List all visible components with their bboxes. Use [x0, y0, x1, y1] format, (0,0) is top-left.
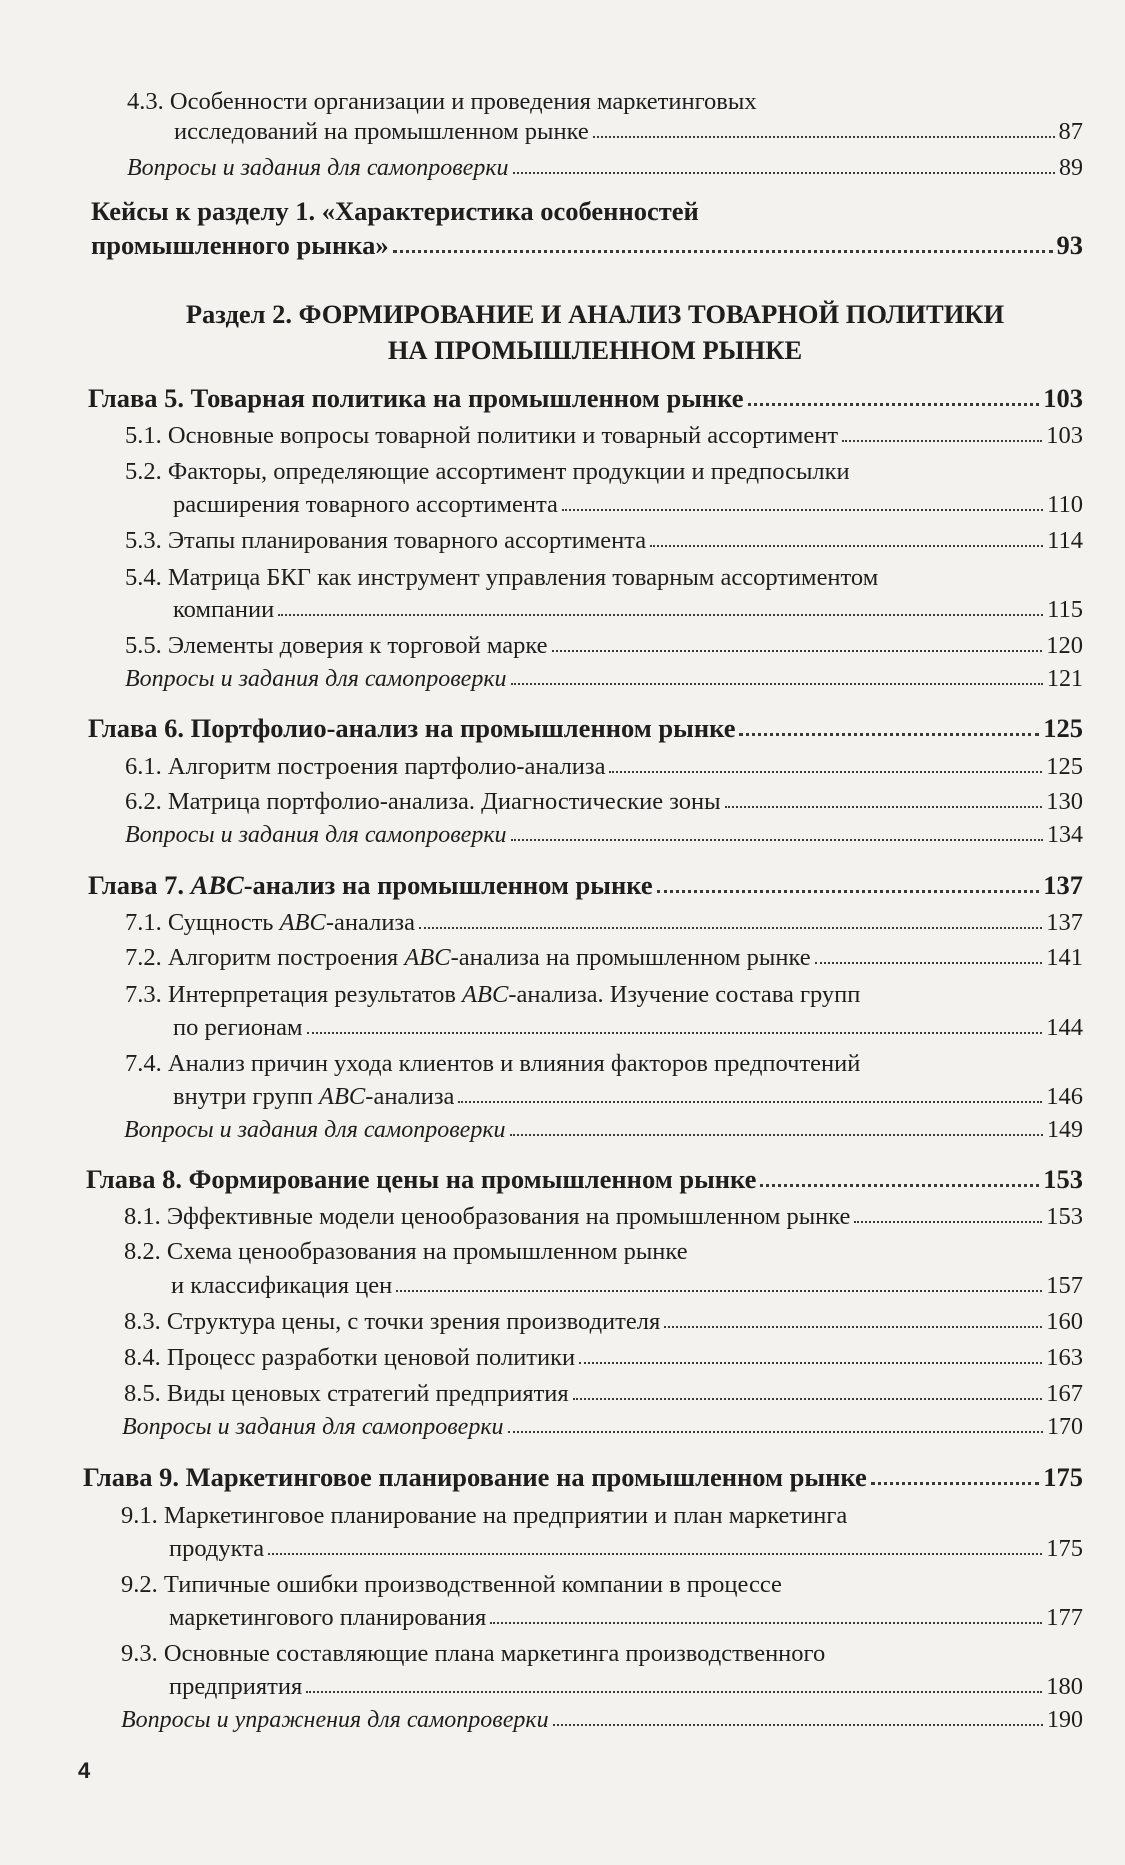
toc-page-number: 157: [1046, 1272, 1083, 1299]
toc-page-number: 134: [1047, 822, 1083, 848]
toc-entry-text: Вопросы и задания для самопроверки: [124, 1117, 506, 1143]
toc-text-part: -анализа. Изучение состава групп: [508, 981, 861, 1008]
page-number: 4: [78, 1758, 91, 1783]
toc-text-part: -анализа: [365, 1083, 455, 1110]
leader-dots: [842, 440, 1042, 442]
toc-page-number: 149: [1047, 1117, 1083, 1143]
toc-entry-8-4[interactable]: [124, 1344, 1083, 1372]
toc-entry-text: 5.1. Основные вопросы товарной политики и товарный ассортимент: [125, 422, 839, 449]
toc-entry-text: [173, 1083, 454, 1111]
toc-page-number: 141: [1046, 944, 1083, 971]
toc-text-abc: ABC: [190, 870, 244, 900]
toc-entry-text: расширения товарного ассортимента: [173, 491, 558, 518]
toc-page-number: 153: [1046, 1203, 1083, 1230]
toc-entry-text: исследований на промышленном рынке: [174, 118, 589, 145]
toc-page-number: 103: [1046, 422, 1083, 449]
toc-entry-text: 5.3. Этапы планирования товарного ассортимента: [125, 527, 647, 554]
toc-entry-7-4[interactable]: [173, 1083, 1083, 1111]
toc-page-number: 114: [1047, 527, 1083, 554]
toc-entry-5-4-line1: 5.4. Матрица БКГ как инструмент управления товарным ассортиментом: [125, 564, 879, 591]
toc-text-part: -анализа: [325, 909, 415, 936]
toc-page-number: 87: [1058, 118, 1083, 145]
toc-page-number: 163: [1046, 1344, 1083, 1371]
leader-dots: [657, 890, 1040, 893]
toc-entry-8-3[interactable]: [124, 1308, 1083, 1336]
section-heading-line2: НА ПРОМЫШЛЕННОМ РЫНКЕ: [387, 335, 803, 365]
leader-dots: [419, 927, 1042, 929]
toc-entry-7-3[interactable]: [173, 1014, 1083, 1042]
toc-cases-section-1[interactable]: [91, 230, 1083, 261]
toc-page-number: 153: [1043, 1164, 1083, 1194]
toc-page-number: 137: [1043, 870, 1083, 900]
toc-page-number: 89: [1059, 155, 1083, 181]
leader-dots: [579, 1362, 1042, 1364]
toc-page-number: 125: [1043, 713, 1083, 743]
leader-dots: [871, 1482, 1040, 1485]
leader-dots: [278, 614, 1043, 616]
toc-entry-4-3-line1: 4.3. Особенности организации и проведения маркетинговых: [127, 88, 757, 115]
toc-page-number: 103: [1043, 383, 1083, 413]
toc-page-number: 167: [1046, 1380, 1083, 1407]
leader-dots: [508, 1431, 1043, 1433]
toc-page-number: 125: [1046, 753, 1083, 780]
toc-entry-5-2-line1: 5.2. Факторы, определяющие ассортимент продукции и предпосылки: [125, 458, 850, 485]
toc-page-number: 137: [1046, 909, 1083, 936]
toc-page-number: 121: [1047, 666, 1083, 692]
toc-page-number: 130: [1046, 788, 1083, 815]
leader-dots: [307, 1032, 1043, 1034]
toc-entry-6-2[interactable]: [125, 788, 1083, 816]
toc-entry-text: промышленного рынка»: [91, 230, 389, 260]
toc-entry-9-3-line1: 9.3. Основные составляющие плана маркетинга производственного: [121, 1640, 826, 1667]
toc-entry-5-3[interactable]: [125, 527, 1083, 555]
section-heading-line1: Раздел 2. ФОРМИРОВАНИЕ И АНАЛИЗ ТОВАРНОЙ ПОЛИТИКИ: [185, 299, 1005, 329]
toc-entry-8-2-line1: 8.2. Схема ценообразования на промышленном рынке: [124, 1238, 688, 1265]
toc-entry-text: Вопросы и задания для самопроверки: [127, 155, 509, 181]
leader-dots: [553, 1724, 1043, 1726]
toc-entry-questions-4[interactable]: [127, 155, 1083, 182]
leader-dots: [650, 545, 1043, 547]
toc-text-part: 7.3. Интерпретация результатов: [125, 981, 463, 1008]
toc-entry-questions-5[interactable]: [125, 666, 1083, 693]
toc-text-part: Глава 7.: [88, 870, 191, 900]
toc-entry-9-3[interactable]: [169, 1673, 1083, 1701]
toc-page-number: 160: [1046, 1308, 1083, 1335]
toc-entry-text: компании: [173, 596, 275, 623]
toc-entry-questions-6[interactable]: [125, 822, 1083, 849]
leader-dots: [815, 962, 1043, 964]
toc-entry-5-5[interactable]: [125, 632, 1083, 660]
toc-chapter-5[interactable]: [88, 383, 1083, 414]
toc-entry-8-2[interactable]: [171, 1272, 1083, 1300]
toc-text-abc: ABC: [404, 944, 451, 971]
leader-dots: [739, 733, 1039, 736]
toc-page-number: 93: [1056, 230, 1083, 260]
toc-entry-5-2[interactable]: [173, 491, 1083, 519]
toc-entry-6-1[interactable]: [125, 753, 1083, 781]
toc-entry-text: 8.1. Эффективные модели ценообразования на промышленном рынке: [124, 1203, 851, 1230]
leader-dots: [664, 1326, 1042, 1328]
leader-dots: [854, 1221, 1042, 1223]
toc-entry-text: 8.4. Процесс разработки ценовой политики: [124, 1344, 576, 1371]
toc-page-number: 170: [1047, 1414, 1083, 1440]
toc-entry-text: Вопросы и задания для самопроверки: [122, 1414, 504, 1440]
leader-dots: [511, 839, 1043, 841]
toc-text-part: 7.2. Алгоритм построения: [125, 944, 405, 971]
leader-dots: [748, 403, 1040, 406]
toc-entry-7-4-line1: 7.4. Анализ причин ухода клиентов и влияния факторов предпочтений: [125, 1050, 861, 1077]
toc-page-number: 120: [1046, 632, 1083, 659]
toc-entry-9-2[interactable]: [169, 1604, 1083, 1632]
leader-dots: [510, 1134, 1043, 1136]
toc-entry-text: Вопросы и задания для самопроверки: [125, 822, 507, 848]
toc-entry-text: 5.5. Элементы доверия к торговой марке: [125, 632, 548, 659]
toc-entry-text: Вопросы и упражнения для самопроверки: [121, 1707, 549, 1733]
toc-text-part: внутри групп: [173, 1083, 319, 1110]
toc-entry-7-3-line1: [125, 981, 860, 1009]
toc-entry-text: 6.1. Алгоритм построения партфолио-анализа: [125, 753, 606, 780]
toc-entry-questions-8[interactable]: [122, 1414, 1083, 1441]
toc-entry-text: [125, 909, 415, 937]
toc-entry-text: [125, 944, 811, 972]
leader-dots: [393, 250, 1053, 253]
leader-dots: [511, 683, 1043, 685]
toc-page-number: 180: [1046, 1673, 1083, 1700]
toc-page-number: 115: [1047, 596, 1083, 623]
leader-dots: [458, 1101, 1042, 1103]
leader-dots: [490, 1622, 1042, 1624]
toc-entry-questions-9[interactable]: [121, 1707, 1083, 1734]
toc-page-number: 110: [1047, 491, 1083, 518]
leader-dots: [593, 136, 1055, 138]
toc-page-number: 144: [1046, 1014, 1083, 1041]
toc-text-part: 7.1. Сущность: [125, 909, 280, 936]
section-heading: [60, 296, 1125, 368]
toc-page-number: 175: [1043, 1462, 1083, 1492]
toc-chapter-8[interactable]: [86, 1164, 1083, 1195]
leader-dots: [268, 1553, 1042, 1555]
toc-entry-5-4[interactable]: [173, 596, 1083, 624]
toc-entry-text: Глава 5. Товарная политика на промышленном рынке: [88, 383, 744, 413]
toc-entry-9-1[interactable]: [169, 1535, 1083, 1563]
toc-text-part: -анализа на промышленном рынке: [450, 944, 811, 971]
toc-entry-text: предприятия: [169, 1673, 303, 1700]
toc-entry-text: Вопросы и задания для самопроверки: [125, 666, 507, 692]
leader-dots: [573, 1398, 1043, 1400]
toc-entry-9-2-line1: 9.2. Типичные ошибки производственной компании в процессе: [121, 1571, 782, 1598]
toc-entry-text: маркетингового планирования: [169, 1604, 487, 1631]
leader-dots: [725, 806, 1043, 808]
toc-page-number: 177: [1046, 1604, 1083, 1631]
toc-chapter-7[interactable]: [88, 870, 1083, 901]
toc-entry-text: продукта: [169, 1535, 265, 1562]
toc-text-abc: ABC: [279, 909, 326, 936]
toc-entry-text: по регионам: [173, 1014, 303, 1041]
leader-dots: [513, 172, 1055, 174]
toc-text-abc: ABC: [319, 1083, 366, 1110]
toc-entry-9-1-line1: 9.1. Маркетинговое планирование на предприятии и план маркетинга: [121, 1502, 848, 1529]
toc-entry-text: Глава 8. Формирование цены на промышленном рынке: [86, 1164, 757, 1194]
toc-page-number: 190: [1047, 1707, 1083, 1733]
toc-chapter-6[interactable]: [88, 713, 1083, 744]
toc-entry-5-1[interactable]: [125, 422, 1083, 450]
toc-page-number: 146: [1046, 1083, 1083, 1110]
toc-entry-8-5[interactable]: [124, 1380, 1083, 1408]
toc-entry-text: и классификация цен: [171, 1272, 393, 1299]
leader-dots: [760, 1184, 1039, 1187]
leader-dots: [562, 509, 1043, 511]
toc-entry-7-2[interactable]: [125, 944, 1083, 972]
toc-entry-text: Глава 9. Маркетинговое планирование на промышленном рынке: [83, 1462, 867, 1492]
toc-text-abc: ABC: [462, 981, 509, 1008]
toc-entry-text: 6.2. Матрица портфолио-анализа. Диагностические зоны: [125, 788, 721, 815]
toc-entry-4-3[interactable]: [174, 118, 1083, 146]
toc-entry-text: [88, 870, 653, 901]
leader-dots: [396, 1290, 1042, 1292]
leader-dots: [609, 771, 1042, 773]
leader-dots: [306, 1691, 1042, 1693]
toc-entry-text: 8.3. Структура цены, с точки зрения производителя: [124, 1308, 661, 1335]
toc-cases-line1: Кейсы к разделу 1. «Характеристика особенностей: [91, 196, 699, 226]
toc-entry-text: Глава 6. Портфолио-анализ на промышленном рынке: [88, 713, 736, 743]
toc-entry-questions-7[interactable]: [124, 1117, 1083, 1144]
toc-chapter-9[interactable]: [83, 1462, 1083, 1493]
toc-text-part: -анализ на промышленном рынке: [243, 870, 653, 900]
leader-dots: [552, 650, 1043, 652]
toc-page-number: 175: [1046, 1535, 1083, 1562]
toc-entry-8-1[interactable]: [124, 1203, 1083, 1231]
toc-entry-7-1[interactable]: [125, 909, 1083, 937]
toc-entry-text: 8.5. Виды ценовых стратегий предприятия: [124, 1380, 569, 1407]
